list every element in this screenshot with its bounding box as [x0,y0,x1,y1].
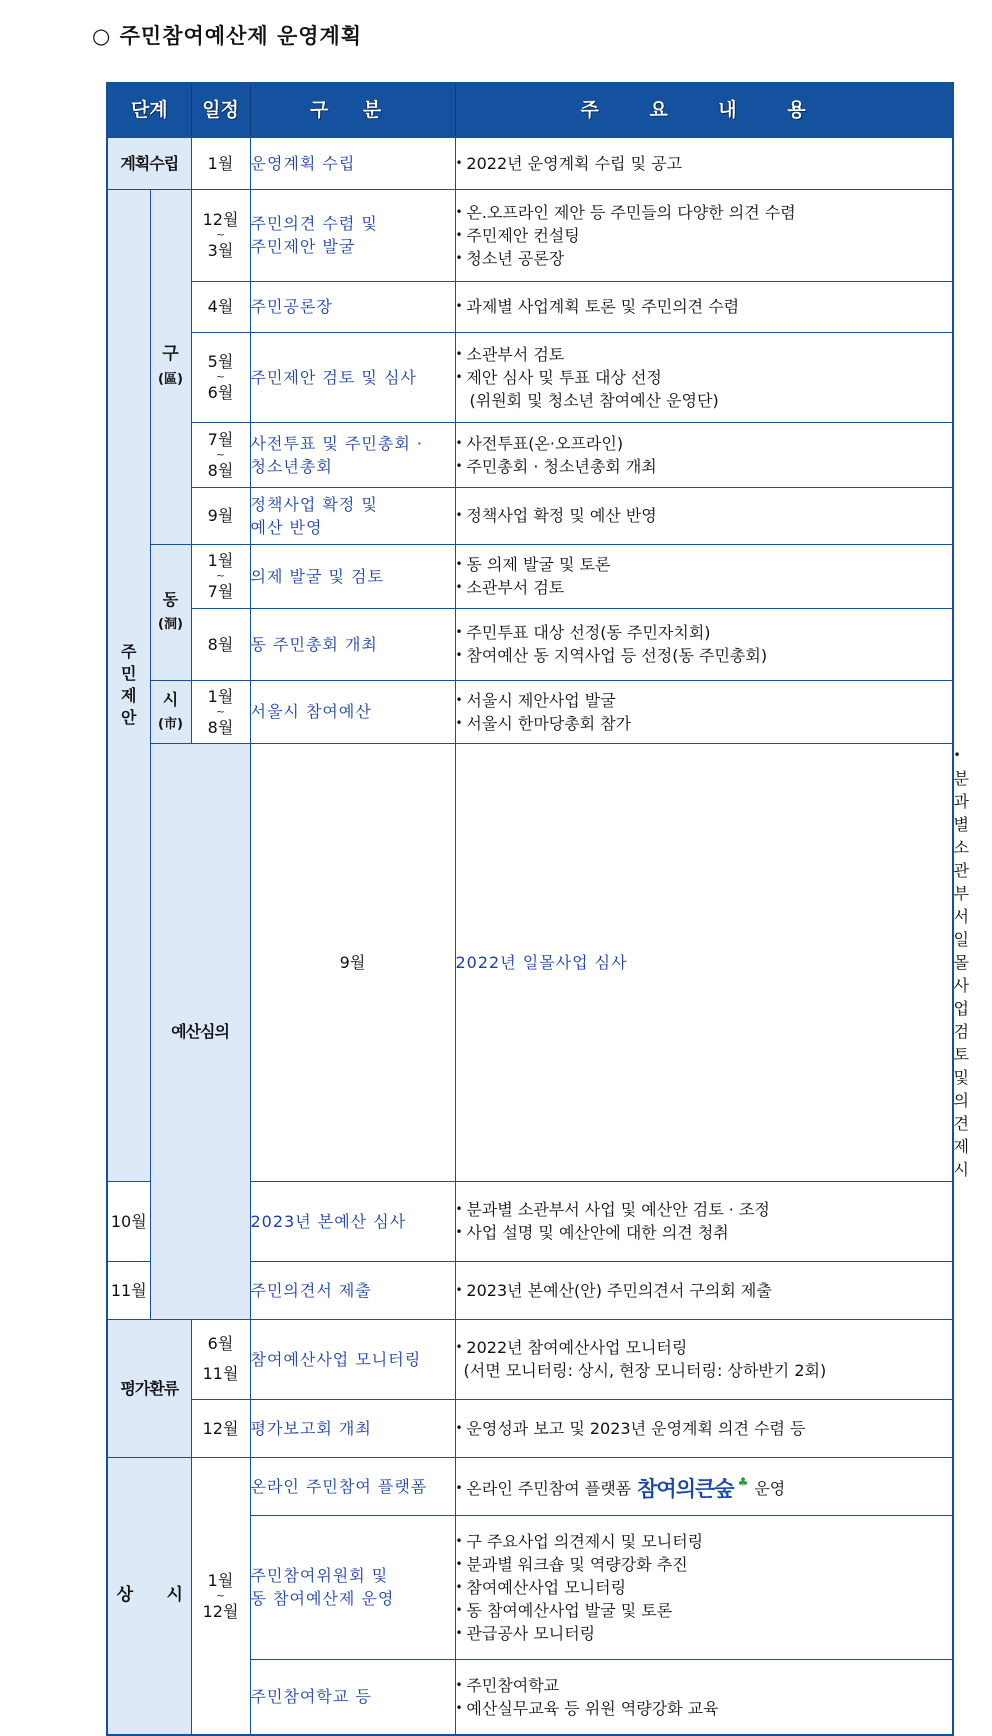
sub-si-label: 시 [162,689,179,709]
month-start: 7월 [207,429,234,449]
month-cell [191,680,250,743]
content-item: • 주민제안 컨설팅 [456,224,953,247]
category-line: 주민참여위원회 및 [250,1566,389,1585]
sub-si-hanja: (市) [158,716,183,732]
month-cell [191,332,250,422]
table-row [107,608,953,680]
content-cell [455,1457,953,1515]
content-cell [455,680,953,743]
category-line: 동 참여예산제 운영 [250,1589,395,1608]
month-end: 8월 [207,717,234,737]
category-cell: 동 주민총회 개최 [250,608,455,680]
table-row [107,189,953,281]
category-cell: 주민제안 검토 및 심사 [250,332,455,422]
month-cell: 9월 [250,743,455,1181]
content-item: • 2022년 운영계획 수립 및 공고 [456,152,953,175]
page-title: ○ 주민참여예산제 운영계획 [92,24,363,48]
range-tilde: ~ [215,569,226,582]
category-line: 정책사업 확정 및 [250,494,378,514]
month-cell [191,1319,250,1399]
content-item: • 주민총회 · 청소년총회 개최 [456,455,953,478]
content-item: • 소관부서 검토 [456,576,953,599]
content-cell [455,1515,953,1659]
content-item: • 운영성과 보고 및 2023년 운영계획 의견 수렴 등 [456,1417,953,1440]
content-item: • 주민참여학교 [456,1674,953,1697]
content-cell [455,1181,953,1261]
content-item: • 제안 심사 및 투표 대상 선정 [456,366,953,389]
header-content: 주 요 내 용 [455,83,953,137]
category-cell: 서울시 참여예산 [250,680,455,743]
range-tilde: ~ [215,447,226,461]
table-row [107,137,953,189]
category-line: 주민의견 수렴 및 [250,214,378,233]
month-start: 1월 [207,686,234,706]
table-row [107,422,953,487]
category-cell [250,189,455,281]
table-row [107,1399,953,1457]
content-item: • 참여예산사업 모니터링 [456,1576,953,1599]
sub-gu-label: 구 [162,344,179,364]
content-cell [455,281,953,332]
table-row [107,281,953,332]
category-line: 예산 반영 [250,517,323,537]
content-item [456,1471,953,1501]
month-end: 8월 [207,460,234,480]
table-row [107,544,953,608]
content-cell [455,1261,953,1319]
stage-budget: 예산심의 [150,743,250,1319]
content-item: • 참여예산 동 지역사업 등 선정(동 주민총회) [456,644,953,667]
month-cell: 9월 [191,487,250,544]
platform-operate-text: 운영 [754,1479,786,1498]
range-tilde: ~ [215,370,226,383]
table-row [107,1457,953,1515]
range-tilde: ~ [215,704,226,718]
content-cell [455,189,953,281]
table-row [107,332,953,422]
month-cell [191,544,250,608]
month-cell [191,422,250,487]
content-item: • 동 참여예산사업 발굴 및 토론 [456,1599,953,1622]
content-item: • 사전투표(온·오프라인) [456,432,953,455]
month-end: 6월 [207,383,234,402]
stage-proposal-label: 주민제안 [121,642,137,727]
category-cell: 참여예산사업 모니터링 [250,1319,455,1399]
category-cell: 온라인 주민참여 플랫폼 [250,1457,455,1515]
month-cell: 8월 [191,608,250,680]
stage-always [107,1457,191,1735]
content-item: • 분과별 워크숍 및 역량강화 추진 [456,1553,953,1576]
month-start: 12월 [202,210,239,229]
category-line: 주민제안 발굴 [250,237,356,256]
content-item: • 서울시 한마당총회 참가 [456,712,953,735]
content-cell [455,608,953,680]
sub-dong [150,544,191,680]
sub-dong-hanja: (洞) [158,617,183,632]
category-cell [250,1515,455,1659]
content-cell [455,1319,953,1399]
table-row [107,1319,953,1399]
content-item: • 서울시 제안사업 발굴 [456,689,953,712]
content-item: • 2022년 참여예산사업 모니터링 [456,1336,953,1359]
content-item: • 청소년 공론장 [456,247,953,270]
table-row: 예산심의 9월 2022년 일몰사업 심사 분과별 소관부서 일몰사업 검토 및 의견 제시 [107,743,953,1181]
month-cell: 12월 [191,1399,250,1457]
category-cell: 주민의견서 제출 [250,1261,455,1319]
range-tilde: ~ [215,1588,226,1602]
content-cell [455,137,953,189]
month-cell [191,1457,250,1735]
content-cell [455,1399,953,1457]
table-row [107,680,953,743]
content-item: • 사업 설명 및 예산안에 대한 의견 청취 [456,1221,953,1244]
content-cell [455,487,953,544]
month-end: 3월 [207,241,234,260]
content-item: • 정책사업 확정 및 예산 반영 [456,504,953,527]
stage-proposal [107,189,150,1181]
content-cell [455,332,953,422]
header-stage: 단계 [107,83,191,137]
content-item: • 관급공사 모니터링 [456,1622,953,1645]
content-cell [455,1659,953,1735]
month-end: 11월 [202,1364,239,1383]
month-cell: 11월 [107,1261,150,1319]
content-note: (위원회 및 청소년 참여예산 운영단) [469,390,719,410]
month-cell: 4월 [191,281,250,332]
content-item: • 분과별 소관부서 사업 및 예산안 검토 · 조정 [456,1198,953,1221]
month-start: 1월 [207,551,234,570]
content-item: • 구 주요사업 의견제시 및 모니터링 [456,1530,953,1553]
month-end: 7월 [207,582,234,601]
table-row [107,487,953,544]
content-item: • 소관부서 검토 [456,343,953,366]
month-start: 6월 [207,1334,234,1353]
content-item: • 과제별 사업계획 토론 및 주민의견 수렴 [456,295,953,318]
month-start: 1월 [207,1570,234,1590]
operation-plan-table [106,82,969,1736]
month-cell [191,189,250,281]
sub-si [150,680,191,743]
stage-always-label: 상 시 [116,1585,182,1606]
category-cell: 주민참여학교 등 [250,1659,455,1735]
stage-evaluation: 평가환류 [107,1319,191,1457]
category-line: 사전투표 및 주민총회 · [250,433,423,453]
header-category: 구 분 [250,83,455,137]
month-cell: 10월 [107,1181,150,1261]
category-cell: 2022년 일몰사업 심사 [455,743,953,1181]
category-cell [250,422,455,487]
content-cell [455,422,953,487]
category-cell: 운영계획 수립 [250,137,455,189]
content-item: • 2023년 본예산(안) 주민의견서 구의회 제출 [456,1279,953,1302]
content-item: • 예산실무교육 등 위원 역량강화 교육 [456,1697,953,1720]
month-end: 12월 [202,1601,239,1621]
platform-brand-logo: 참여의큰숲 [637,1477,734,1501]
month-start: 5월 [207,352,234,371]
stage-plan: 계획수립 [107,137,191,189]
category-cell [250,487,455,544]
content-cell [455,544,953,608]
category-cell: 의제 발굴 및 검토 [250,544,455,608]
category-cell: 평가보고회 개최 [250,1399,455,1457]
range-tilde: ~ [215,228,226,241]
platform-text: 온라인 주민참여 플랫폼 [466,1479,632,1498]
content-item: • 온.오프라인 제안 등 주민들의 다양한 의견 수렴 [456,201,953,224]
category-cell: 주민공론장 [250,281,455,332]
table-header-row [107,83,953,137]
content-note: (서면 모니터링: 상시, 현장 모니터링: 상하반기 2회) [463,1361,827,1380]
header-schedule: 일정 [191,83,250,137]
category-line: 청소년총회 [250,456,333,476]
content-item: • 주민투표 대상 선정(동 주민자치회) [456,621,953,644]
sub-dong-label: 동 [162,590,179,609]
month-cell: 1월 [191,137,250,189]
sub-gu-hanja: (區) [158,372,183,387]
sub-gu [150,189,191,544]
content-item: • 동 의제 발굴 및 토론 [456,553,953,576]
leaf-icon: ♣ [737,1475,749,1489]
category-cell: 2023년 본예산 심사 [250,1181,455,1261]
